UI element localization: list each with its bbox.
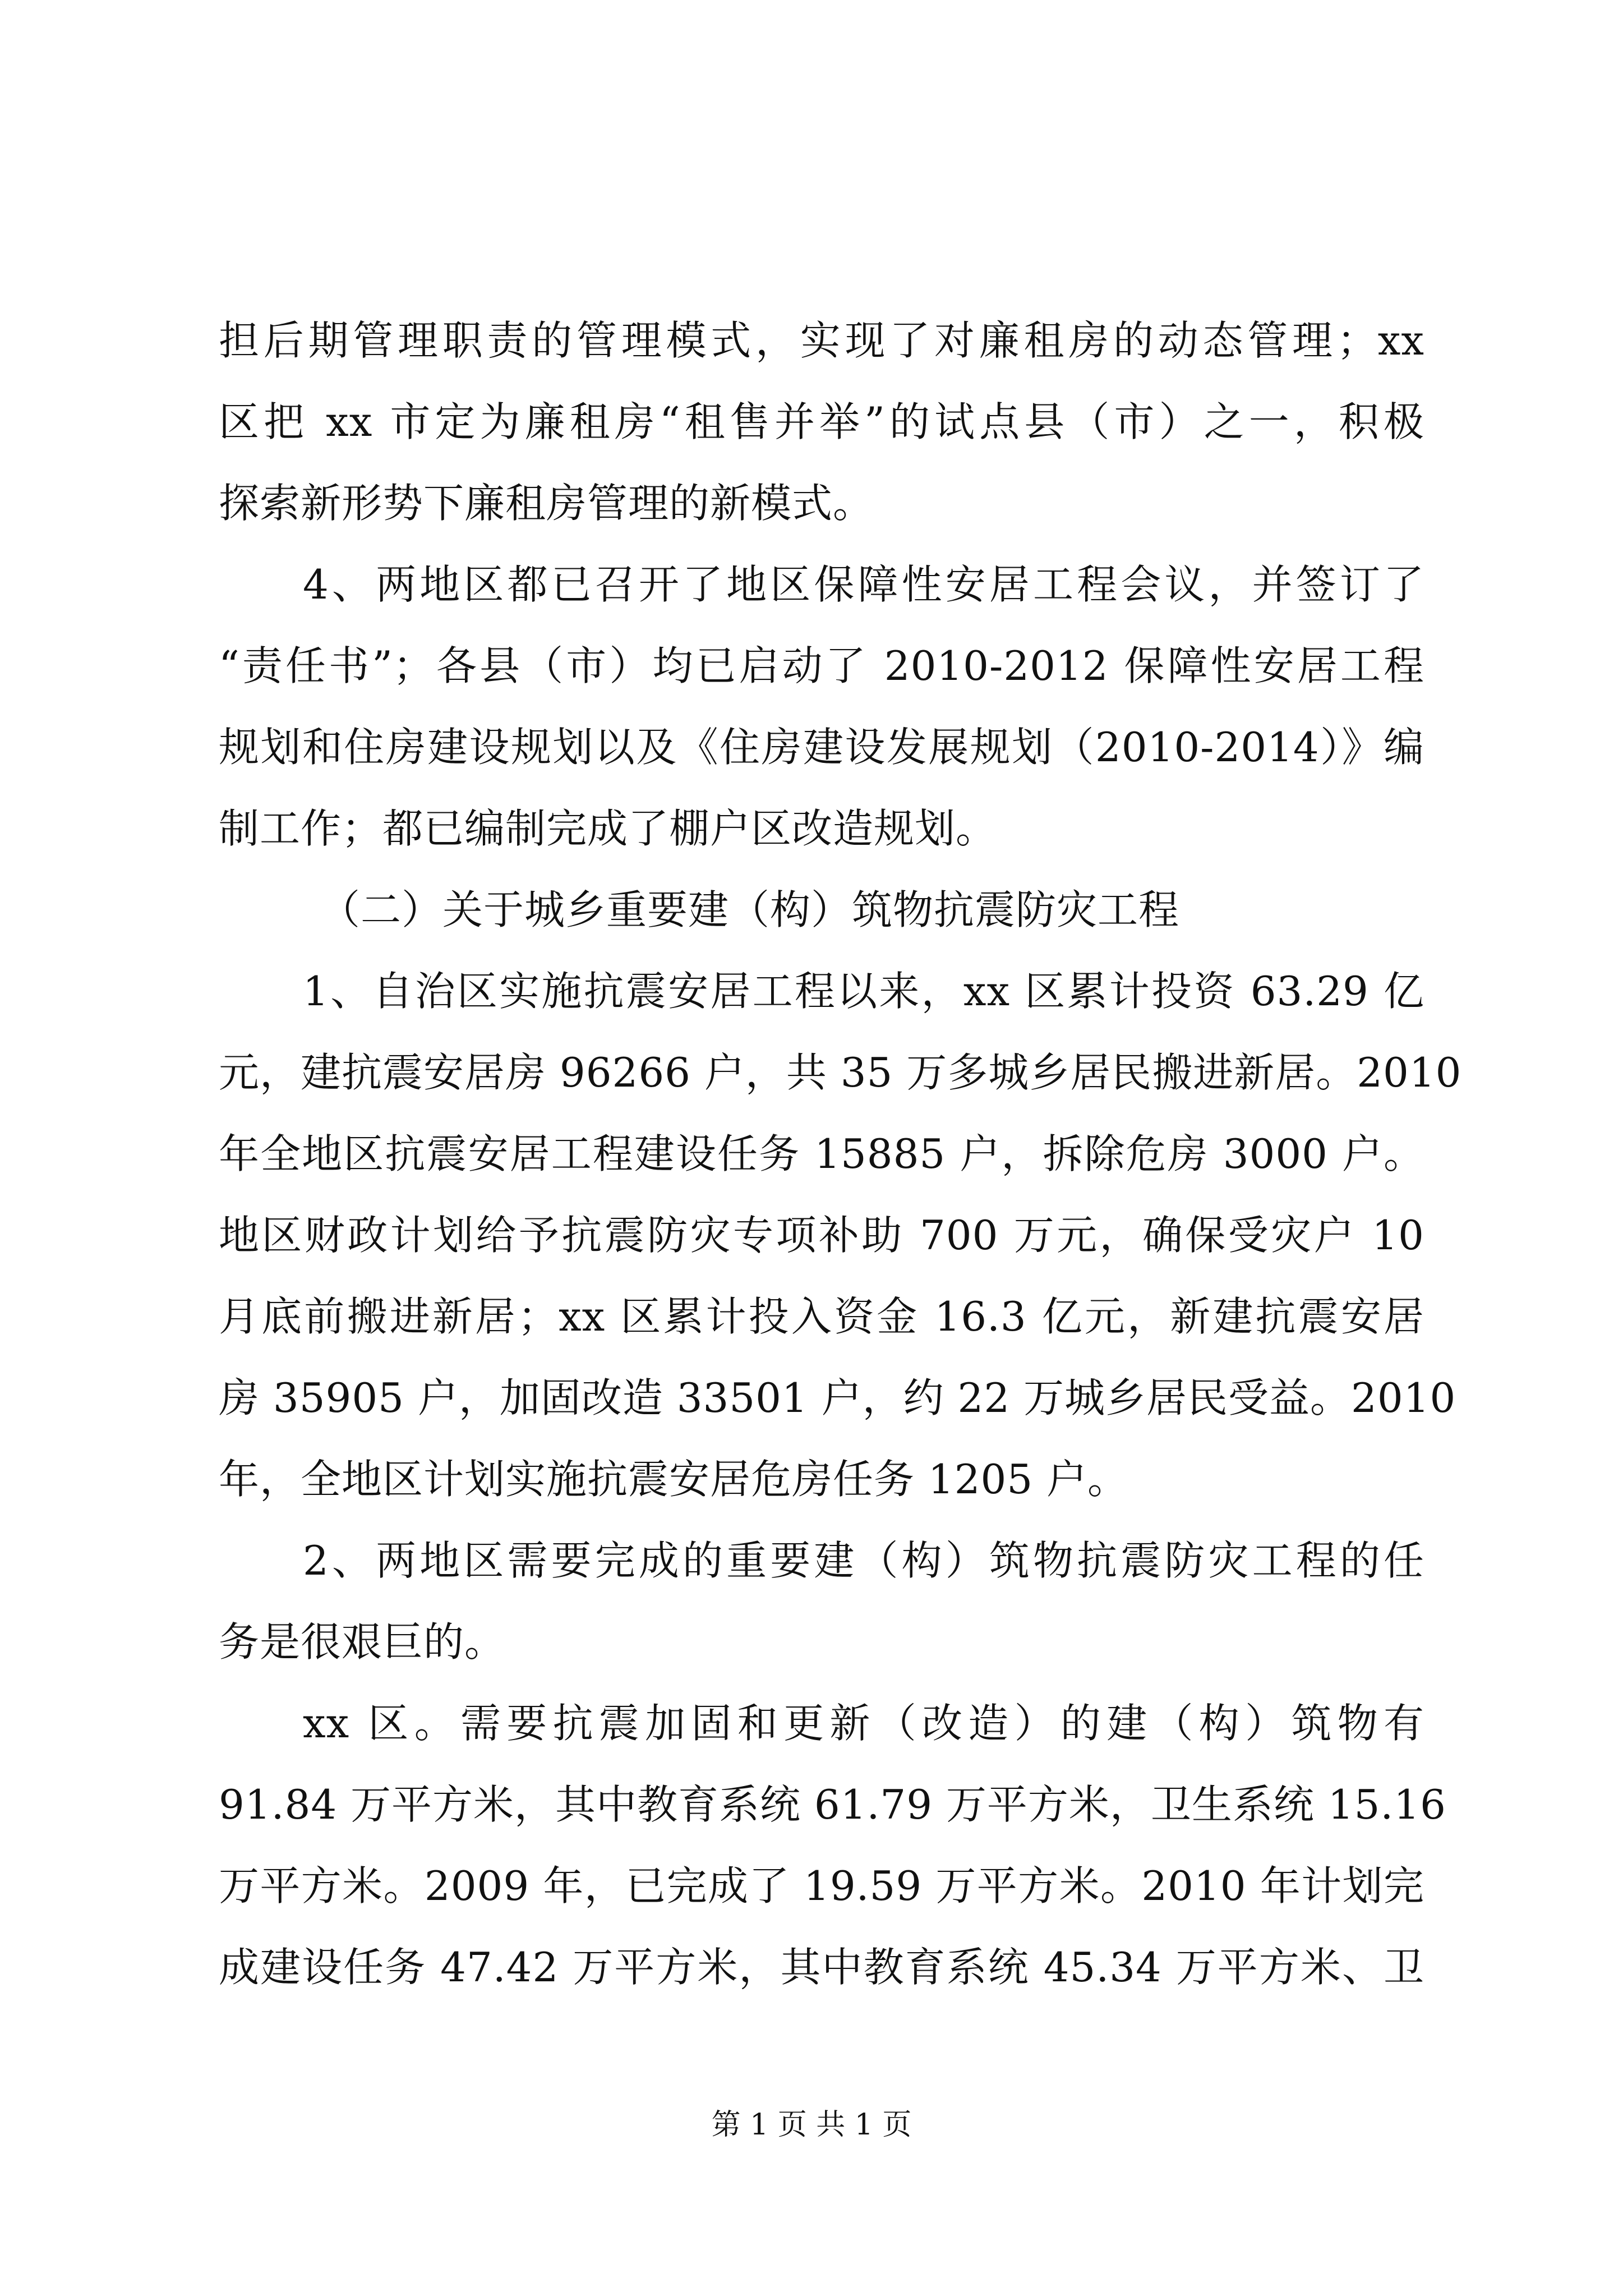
paragraph-line: 1、自治区实施抗震安居工程以来，xx 区累计投资 63.29 亿 (303, 968, 1424, 1015)
section-heading: （二）关于城乡重要建（构）筑物抗震防灾工程 (320, 886, 1180, 933)
paragraph-line: 区把 xx 市定为廉租房“租售并举”的试点县（市）之一，积极 (219, 398, 1424, 445)
paragraph-line: 91.84 万平方米，其中教育系统 61.79 万平方米，卫生系统 15.16 (219, 1781, 1446, 1828)
paragraph-line: 4、两地区都已召开了地区保障性安居工程会议，并签订了 (303, 561, 1424, 608)
paragraph-line: 年，全地区计划实施抗震安居危房任务 1205 户。 (219, 1456, 1129, 1503)
paragraph-line: 制工作；都已编制完成了棚户区改造规划。 (219, 805, 997, 852)
paragraph-line: 成建设任务 47.42 万平方米，其中教育系统 45.34 万平方米、卫 (219, 1944, 1424, 1991)
paragraph-line: 规划和住房建设规划以及《住房建设发展规划（2010-2014）》编 (219, 724, 1424, 771)
paragraph-line: 年全地区抗震安居工程建设任务 15885 户，拆除危房 3000 户。 (219, 1130, 1424, 1177)
paragraph-line: 万平方米。2009 年，已完成了 19.59 万平方米。2010 年计划完 (219, 1862, 1424, 1910)
paragraph-line: 地区财政计划给予抗震防灾专项补助 700 万元，确保受灾户 10 (219, 1212, 1424, 1259)
paragraph-line: 房 35905 户，加固改造 33501 户，约 22 万城乡居民受益。2010 (219, 1374, 1456, 1421)
paragraph-line: “责任书”；各县（市）均已启动了 2010-2012 保障性安居工程 (219, 642, 1424, 689)
paragraph-line: xx 区。需要抗震加固和更新（改造）的建（构）筑物有 (303, 1700, 1424, 1747)
paragraph-line: 担后期管理职责的管理模式，实现了对廉租房的动态管理；xx (219, 317, 1424, 364)
page-footer: 第 1 页 共 1 页 (711, 2108, 912, 2142)
paragraph-line: 月底前搬进新居；xx 区累计投入资金 16.3 亿元，新建抗震安居 (219, 1293, 1424, 1340)
document-body (219, 300, 1462, 2008)
paragraph-line: 元，建抗震安居房 96266 户，共 35 万多城乡居民搬进新居。2010 (219, 1049, 1462, 1096)
paragraph-line: 探索新形势下廉租房管理的新模式。 (219, 480, 874, 527)
paragraph-line: 2、两地区需要完成的重要建（构）筑物抗震防灾工程的任 (303, 1537, 1424, 1584)
paragraph-line: 务是很艰巨的。 (219, 1618, 506, 1665)
